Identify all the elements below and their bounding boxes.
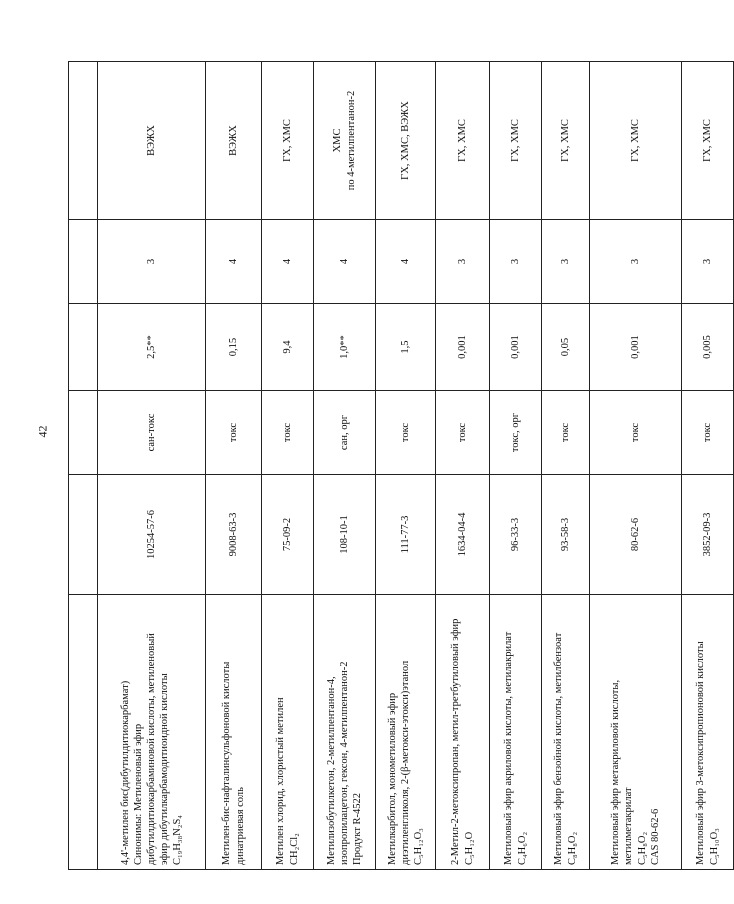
cell-line: CAS 80-62-6 — [649, 808, 661, 865]
cas-number-cell: 10254-57-6 — [98, 475, 206, 595]
cell-line: ГХ, ХМС — [629, 119, 641, 162]
page-number: 42 — [35, 425, 50, 438]
header-cell — [69, 391, 98, 475]
cell-line: ГХ, ХМС, ВЭЖХ — [399, 101, 411, 180]
cell-line: метилметакрилат — [623, 787, 635, 865]
hazard-class-cell: 3 — [98, 220, 206, 304]
hazard-sign-cell: токс, орг — [490, 391, 542, 475]
cas-number-cell: 1634-04-4 — [436, 475, 490, 595]
header-cell — [69, 475, 98, 595]
limit-value-cell: 2,5** — [98, 304, 206, 391]
hazard-class-cell: 4 — [206, 220, 262, 304]
cell-line: Метиловый эфир бензойной кислоты, метилбензоат — [553, 632, 565, 865]
method-cell — [262, 62, 314, 220]
limit-value-cell: 9,4 — [262, 304, 314, 391]
hazard-sign-cell: токс — [376, 391, 436, 475]
table-row — [206, 62, 262, 870]
substance-name-cell — [262, 595, 314, 870]
hazard-class-cell: 3 — [490, 220, 542, 304]
method-cell — [490, 62, 542, 220]
substance-name-cell — [490, 595, 542, 870]
cell-line: изопропилацетон, гексон, 4-метилпентанон-2 — [338, 661, 350, 865]
cell-line: C₅H₁₂O₃ — [413, 828, 425, 865]
header-cell — [69, 62, 98, 220]
substance-name-cell — [436, 595, 490, 870]
cas-number-cell: 9008-63-3 — [206, 475, 262, 595]
cell-line: C₅H₈O₂ — [636, 831, 648, 865]
cell-line: ГХ, ХМС — [509, 119, 521, 162]
limit-value-cell: 0,005 — [682, 304, 734, 391]
cell-line: 2-Метил-2-метоксипропан, метил-третбутиловый эфир — [450, 618, 462, 865]
table-row — [682, 62, 734, 870]
hazard-class-cell: 3 — [542, 220, 590, 304]
cas-number-cell: 111-77-3 — [376, 475, 436, 595]
cas-number-cell: 3852-09-3 — [682, 475, 734, 595]
cell-line: Метилизобутилкетон, 2-метилпентанон-4, — [325, 676, 337, 865]
cell-line: Метилен-бис-нафталинсульфоновой кислоты — [221, 661, 233, 865]
cell-line: C₁₉H₃₈N₂S₄ — [172, 815, 184, 865]
limit-value-cell: 0,05 — [542, 304, 590, 391]
hazard-sign-cell: сан, орг — [314, 391, 376, 475]
cell-line: CH₂Cl₂ — [288, 833, 300, 865]
cell-line: Синонимы: Метиленовый эфир — [132, 723, 144, 865]
method-cell — [376, 62, 436, 220]
cell-line: Метиловый эфир акриловой кислоты, метилакрилат — [503, 631, 515, 865]
cell-line: ГХ, ХМС — [281, 119, 293, 162]
substance-name-cell — [206, 595, 262, 870]
table-inner — [68, 62, 720, 870]
cas-number-cell: 75-09-2 — [262, 475, 314, 595]
hazard-class-cell: 3 — [436, 220, 490, 304]
cell-line: C₄H₆O₂ — [516, 831, 528, 865]
table-row — [436, 62, 490, 870]
cas-number-cell: 108-10-1 — [314, 475, 376, 595]
hazard-class-cell: 4 — [314, 220, 376, 304]
cell-line: Метиловый эфир 3-метоксипропионовой кислоты — [695, 641, 707, 865]
limit-value-cell: 1,5 — [376, 304, 436, 391]
limit-value-cell: 0,001 — [436, 304, 490, 391]
cell-line: C₅H₁₂O — [463, 831, 475, 865]
cell-line: по 4-метилпентанон-2 — [345, 90, 357, 191]
table-row — [590, 62, 682, 870]
cell-line: динатриевая соль — [234, 787, 246, 865]
hazard-sign-cell: токс — [682, 391, 734, 475]
substance-name-cell — [542, 595, 590, 870]
substance-name-cell — [682, 595, 734, 870]
table-row — [262, 62, 314, 870]
cell-line: C₈H₈O₂ — [566, 831, 578, 865]
cell-line: Метилен хлорид, хлористый метилен — [275, 697, 287, 865]
table-row — [376, 62, 436, 870]
cas-number-cell: 96-33-3 — [490, 475, 542, 595]
cell-line: ГХ, ХМС — [701, 119, 713, 162]
hazard-sign-cell: сан-токс — [98, 391, 206, 475]
cell-line: Продукт R-4522 — [352, 792, 364, 865]
method-cell — [590, 62, 682, 220]
cas-number-cell: 80-62-6 — [590, 475, 682, 595]
method-cell — [542, 62, 590, 220]
cell-line: Метиловый эфир метакриловой кислоты, — [610, 679, 622, 865]
table-row — [98, 62, 206, 870]
table-row — [314, 62, 376, 870]
method-cell — [682, 62, 734, 220]
hazard-class-cell: 3 — [590, 220, 682, 304]
limit-value-cell: 0,001 — [590, 304, 682, 391]
hazard-class-cell: 3 — [682, 220, 734, 304]
method-cell — [206, 62, 262, 220]
method-cell — [436, 62, 490, 220]
cell-line: ГХ, ХМС — [456, 119, 468, 162]
hazard-class-cell: 4 — [376, 220, 436, 304]
hazard-sign-cell: токс — [542, 391, 590, 475]
header-cell — [69, 304, 98, 391]
hazard-sign-cell: токс — [436, 391, 490, 475]
table-body — [69, 62, 734, 870]
hazard-class-cell: 4 — [262, 220, 314, 304]
cell-line: дибутилдитиокарбаминовой кислоты, метиленовый — [145, 633, 157, 865]
header-cell — [69, 595, 98, 870]
method-cell — [314, 62, 376, 220]
limit-value-cell: 0,15 — [206, 304, 262, 391]
hazard-sign-cell: токс — [206, 391, 262, 475]
cell-line: диэтиленгликоля, 2-(β-метокси-этокси)этанол — [399, 660, 411, 865]
substance-name-cell — [98, 595, 206, 870]
cell-line: ХМС — [332, 128, 344, 153]
method-cell — [98, 62, 206, 220]
cell-line: ГХ, ХМС — [559, 119, 571, 162]
substance-name-cell — [314, 595, 376, 870]
cell-line: ВЭЖХ — [145, 125, 157, 156]
table-row — [542, 62, 590, 870]
cell-line: ВЭЖХ — [227, 125, 239, 156]
hazard-sign-cell: токс — [590, 391, 682, 475]
table-row — [490, 62, 542, 870]
cas-number-cell: 93-58-3 — [542, 475, 590, 595]
header-cell — [69, 220, 98, 304]
limit-value-cell: 0,001 — [490, 304, 542, 391]
table-header-row — [69, 62, 98, 870]
cell-line: Метилкарбитол, монометиловый эфир — [386, 692, 398, 865]
substance-name-cell — [376, 595, 436, 870]
cell-line: эфир дибутилкарбамодитиоидной кислоты — [159, 673, 171, 865]
cell-line: 4,4'-метилен бис(дибутилдитиокарбамат) — [119, 680, 131, 865]
hazard-sign-cell: токс — [262, 391, 314, 475]
rotated-table-frame — [68, 62, 720, 870]
cell-line: C₅H₁₀O₃ — [708, 828, 720, 865]
substance-table — [68, 61, 734, 870]
limit-value-cell: 1,0** — [314, 304, 376, 391]
substance-name-cell — [590, 595, 682, 870]
